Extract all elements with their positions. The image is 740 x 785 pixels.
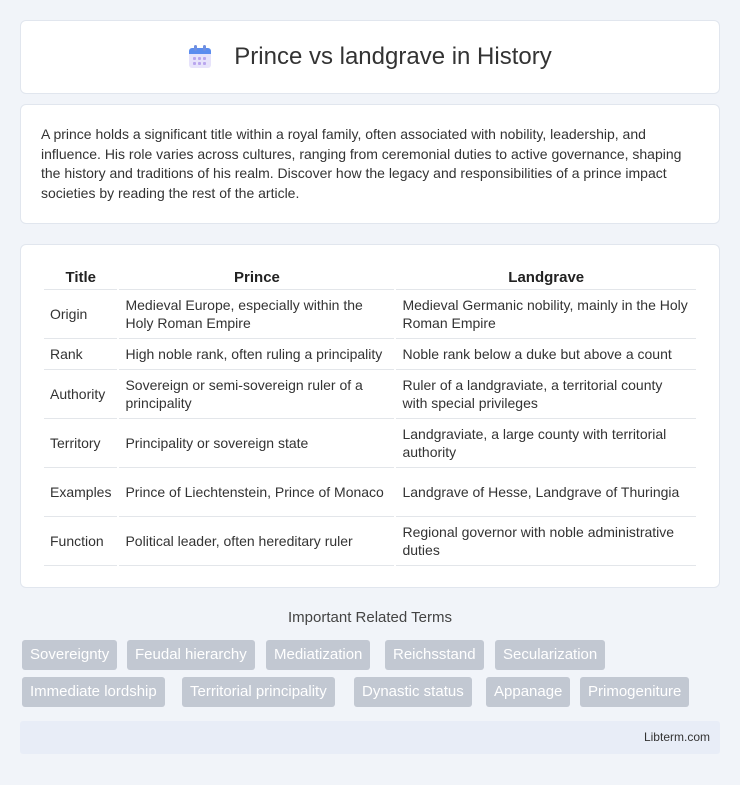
related-term-tag[interactable]: Immediate lordship	[22, 677, 165, 707]
landgrave-cell: Ruler of a landgraviate, a territorial county with special privileges	[396, 370, 696, 419]
landgrave-cell: Regional governor with noble administrative duties	[396, 517, 696, 566]
related-term-tag[interactable]: Feudal hierarchy	[127, 640, 255, 670]
related-term-tag[interactable]: Mediatization	[266, 640, 370, 670]
table-row	[44, 468, 696, 517]
related-term-tag[interactable]: Secularization	[495, 640, 605, 670]
prince-cell: High noble rank, often ruling a principality	[119, 339, 394, 370]
landgrave-cell: Noble rank below a duke but above a count	[396, 339, 696, 370]
table-row	[44, 339, 696, 370]
row-title: Rank	[44, 339, 117, 370]
row-title: Examples	[44, 468, 117, 517]
related-term-tag[interactable]: Sovereignty	[22, 640, 117, 670]
comparison-table-card	[20, 244, 720, 588]
footer-site-link[interactable]: Libterm.com	[643, 730, 710, 744]
related-term-tag[interactable]: Appanage	[486, 677, 570, 707]
landgrave-cell: Landgrave of Hesse, Landgrave of Thuringia	[396, 468, 696, 517]
intro-card	[20, 104, 720, 224]
related-term-tag[interactable]: Dynastic status	[354, 677, 472, 707]
calendar-icon	[188, 45, 212, 69]
related-term-tag[interactable]: Primogeniture	[580, 677, 689, 707]
column-header: Prince	[119, 263, 394, 290]
table-row	[44, 370, 696, 419]
intro-text: A prince holds a significant title within a royal family, often associated with nobility, leadership, and influence. His role varies across cultures, ranging from ceremonial duties to active governance, shaping the history and traditions of his realm. Discover how the legacy and responsibilities of a prince impact societies by reading the rest of the article.	[41, 126, 682, 201]
prince-cell: Medieval Europe, especially within the Holy Roman Empire	[119, 290, 394, 339]
prince-cell: Sovereign or semi-sovereign ruler of a principality	[119, 370, 394, 419]
prince-cell: Principality or sovereign state	[119, 419, 394, 468]
comparison-table	[42, 263, 698, 566]
related-term-tag[interactable]: Reichsstand	[385, 640, 484, 670]
page-title: Prince vs landgrave in History	[234, 43, 552, 70]
row-title: Origin	[44, 290, 117, 339]
related-terms-title: Important Related Terms	[288, 609, 452, 626]
header-card	[20, 20, 720, 94]
landgrave-cell: Medieval Germanic nobility, mainly in the Holy Roman Empire	[396, 290, 696, 339]
footer	[20, 721, 720, 754]
row-title: Territory	[44, 419, 117, 468]
prince-cell: Political leader, often hereditary ruler	[119, 517, 394, 566]
row-title: Function	[44, 517, 117, 566]
table-row	[44, 517, 696, 566]
column-header: Title	[44, 263, 117, 290]
row-title: Authority	[44, 370, 117, 419]
prince-cell: Prince of Liechtenstein, Prince of Monaco	[119, 468, 394, 517]
table-row	[44, 290, 696, 339]
related-term-tag[interactable]: Territorial principality	[182, 677, 335, 707]
table-row	[44, 419, 696, 468]
table-header-row	[44, 263, 696, 290]
column-header: Landgrave	[396, 263, 696, 290]
landgrave-cell: Landgraviate, a large county with territorial authority	[396, 419, 696, 468]
